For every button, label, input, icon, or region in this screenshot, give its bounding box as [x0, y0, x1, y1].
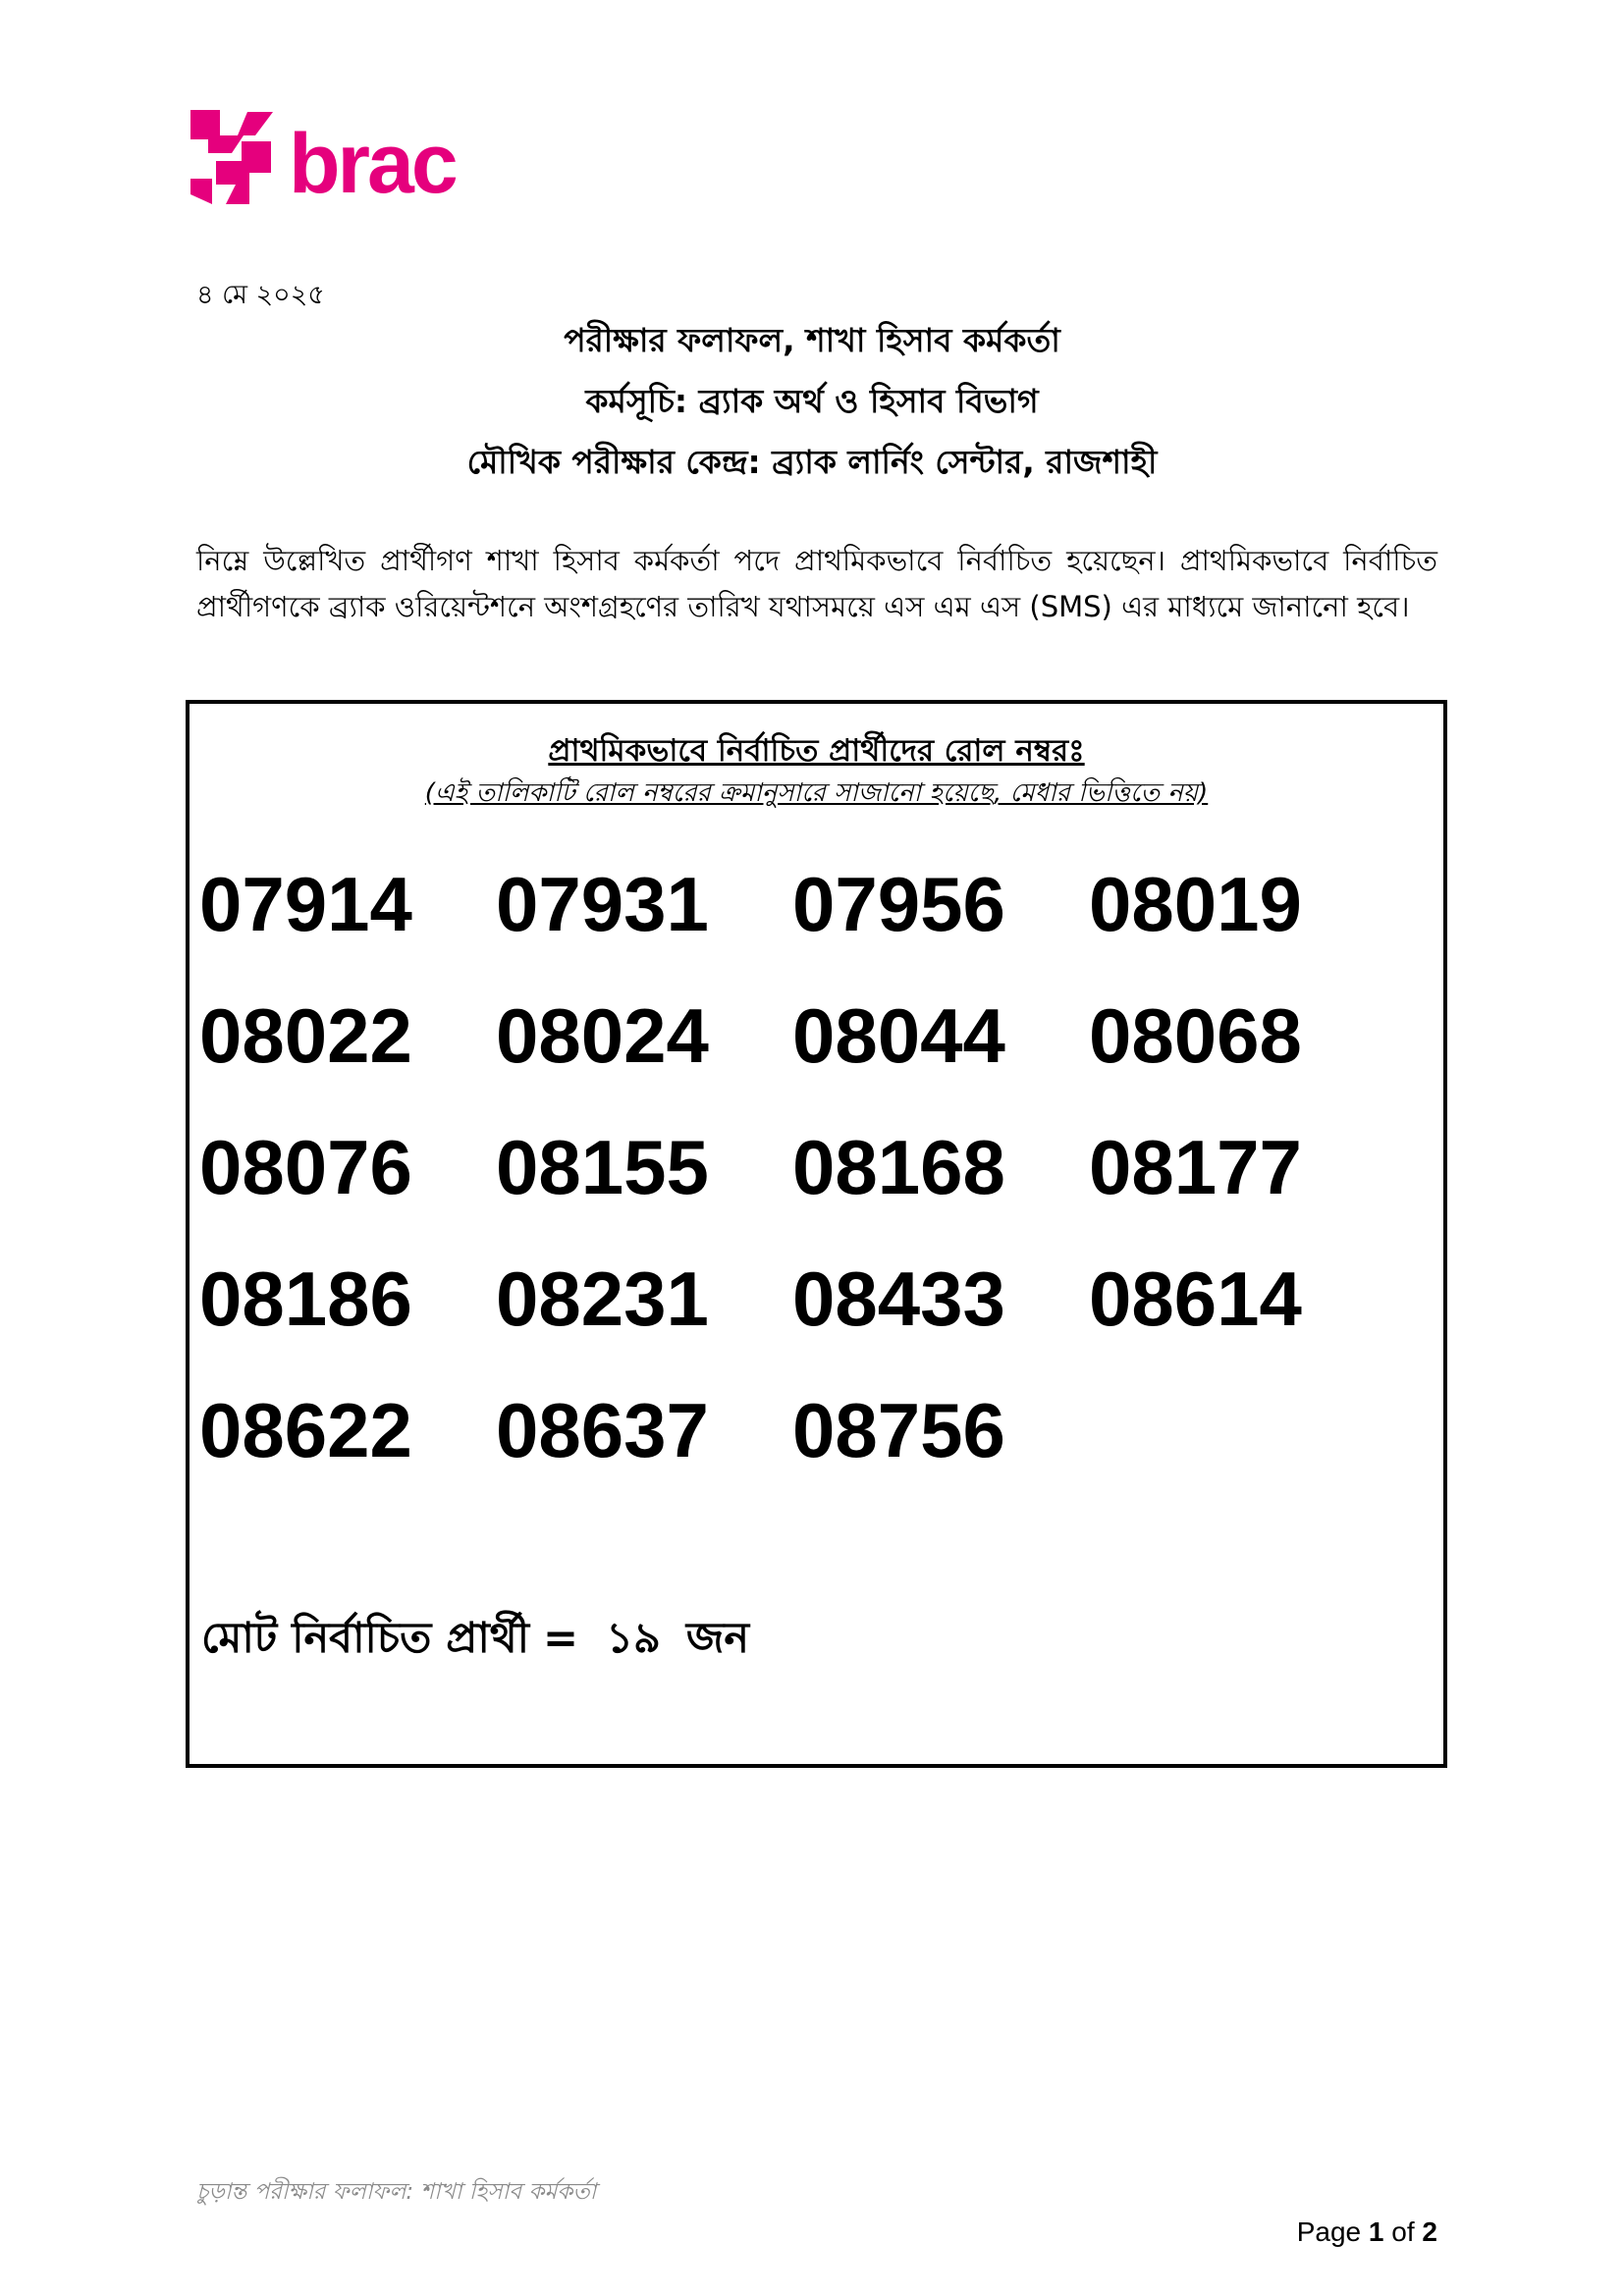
roll-number: 07956 [792, 861, 1005, 947]
intro-paragraph: নিম্নে উল্লেখিত প্রার্থীগণ শাখা হিসাব কর্মকর্তা পদে প্রাথমিকভাবে নির্বাচিত হয়েছেন। প্রাথমিকভাবে নির্বাচিত প্রার্থীগণকে ব্র্যাক ওরিয়েন্টশনে অংশগ্রহণের তারিখ যথাসময়ে এস এম এস (SMS) এর মাধ্যমে জানানো হবে। [196, 544, 1437, 623]
roll-number: 08614 [1089, 1255, 1302, 1342]
roll-number-box [186, 700, 1447, 1768]
roll-box-heading: প্রাথমিকভাবে নির্বাচিত প্রার্থীদের রোল নম্বরঃ [548, 733, 1085, 769]
roll-number: 08168 [792, 1124, 1005, 1210]
roll-number: 08019 [1089, 861, 1302, 947]
title-exam-result: পরীক্ষার ফলাফল, শাখা হিসাব কর্মকর্তা [564, 321, 1060, 359]
footer-note: চুড়ান্ত পরীক্ষার ফলাফল: শাখা হিসাব কর্মকর্তা [196, 2179, 597, 2205]
roll-number: 08177 [1089, 1124, 1302, 1210]
total-selected [201, 1607, 749, 1677]
roll-box-subheading: (এই তালিকাটি রোল নম্বরের ক্রমানুসারে সাজানো হয়েছে, মেধার ভিত্তিতে নয়) [424, 778, 1209, 808]
brac-logo [187, 106, 501, 212]
page-of: of [1391, 2216, 1415, 2247]
page-current: 1 [1368, 2216, 1384, 2247]
roll-number: 07914 [199, 861, 412, 947]
document-date: ৪ মে ২০২৫ [196, 280, 325, 310]
total-label: মোট নির্বাচিত প্রার্থী [201, 1614, 530, 1663]
roll-number: 07931 [496, 861, 709, 947]
roll-number: 08186 [199, 1255, 412, 1342]
roll-number: 08231 [496, 1255, 709, 1342]
roll-number: 08022 [199, 992, 412, 1079]
brand-wordmark: brac [289, 117, 456, 211]
brac-logo-mark [187, 106, 501, 212]
roll-number: 08756 [792, 1387, 1005, 1473]
document-titles [0, 321, 1624, 507]
title-viva-center: মৌখিক পরীক্ষার কেন্দ্র: ব্র্যাক লার্নিং সেন্টার, রাজশাহী [466, 443, 1158, 481]
page-number [1297, 2216, 1437, 2248]
roll-number: 08076 [199, 1124, 412, 1210]
roll-number: 08155 [496, 1124, 709, 1210]
roll-number: 08433 [792, 1255, 1005, 1342]
roll-number: 08068 [1089, 992, 1302, 1079]
roll-number: 08637 [496, 1387, 709, 1473]
total-unit: জন [685, 1614, 750, 1663]
title-program: কর্মসূচি: ব্র্যাক অর্থ ও হিসাব বিভাগ [585, 382, 1039, 420]
page-total: 2 [1422, 2216, 1437, 2247]
total-count: ১৯ [606, 1614, 661, 1663]
roll-number: 08044 [792, 992, 1005, 1079]
roll-number: 08024 [496, 992, 709, 1079]
roll-number: 08622 [199, 1387, 412, 1473]
page-prefix: Page [1296, 2216, 1362, 2247]
total-equals: = [543, 1614, 579, 1663]
